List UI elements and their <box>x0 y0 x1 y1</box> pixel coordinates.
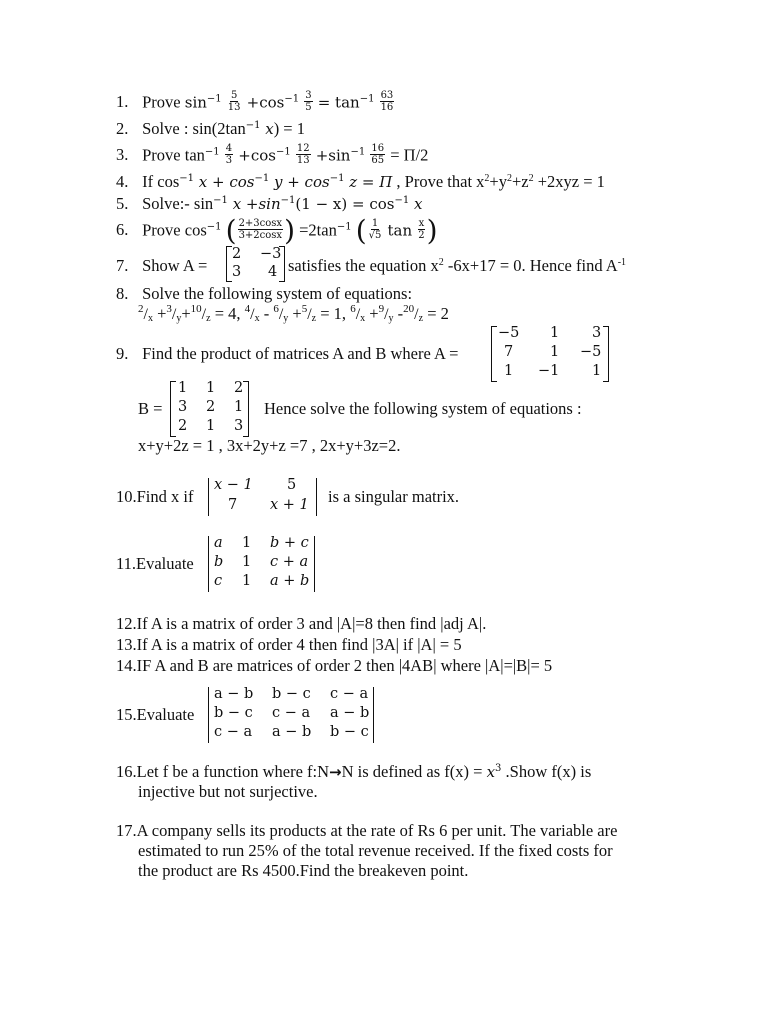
question-9-system: x+y+2z = 1 , 3x+2y+z =7 , 2x+y+3z=2. <box>138 436 401 455</box>
question-3: 3. Prove $\tan^{-1}$ $\frac{4}{3}$ $+\cos^{-1}$ $\frac{12}{13}$ $+\sin^{-1}$ $\frac{16}{65}$ = Π/2 <box>116 143 429 166</box>
question-9: 9. Find the product of matrices A and B where A = <box>116 344 459 363</box>
matrix-b-label: B = <box>138 399 163 418</box>
determinant-q10: x − 1 5 7 x + 1 <box>214 477 309 513</box>
det-bar-left <box>208 687 209 743</box>
question-17-line2: estimated to run 25% of the total revenue received. If the fixed costs for <box>138 841 613 860</box>
question-10: 10.Find x if <box>116 487 194 506</box>
matrix-a-q9: −5 1 3 7 1 −5 1 −1 1 <box>498 325 602 379</box>
question-5: 5. Solve:- $\sin^{-1} x +\sin^{-1}(1 - x) = \cos^{-1} x$ <box>116 194 423 213</box>
question-17-line3: the product are Rs 4500.Find the breakeven point. <box>138 861 469 880</box>
question-7-tail: satisfies the equation $x^2$ -6x+17 = 0. Hence find $A^{-1}$ <box>288 256 627 275</box>
question-12: 12.If A is a matrix of order 3 and |A|=8 then find |adj A|. <box>116 614 487 633</box>
det-bar-left <box>208 478 209 516</box>
question-11: 11.Evaluate <box>116 554 194 573</box>
question-4: 4. If $\cos^{-1} x + \cos^{-1} y + \cos^{-1} z = \Pi$ , Prove that $x^2+y^2+z^2 +2xyz = 1$ <box>116 172 605 191</box>
question-6: 6. Prove $\cos^{-1}$ ( $\frac{2+3\cos x}{3+2\cos x}$ ) $=2\tan^{-1}$ ( $\frac{1}{√5}$ tan $\frac{x}{2}$ ) <box>116 213 438 247</box>
question-1: 1. Prove $\sin^{-1}$ $\frac{5}{13}$ $+\cos^{-1}$ $\frac{3}{5}$ = $\tan^{-1}$ $\frac{63}{16}$ <box>116 90 394 113</box>
arrow-icon: → <box>329 763 342 781</box>
question-2: 2. Solve : $\sin(2\tan^{-1}$ x) = 1 <box>116 119 305 138</box>
question-16: 16.Let f be a function where f:N→N is defined as $f(x) = x^3$ .Show f(x) is <box>116 762 592 781</box>
question-8: 8. Solve the following system of equations: <box>116 284 413 303</box>
det-bar-left <box>208 536 209 592</box>
question-16-line2: injective but not surjective. <box>138 782 318 801</box>
question-14: 14.IF A and B are matrices of order 2 then |4AB| where |A|=|B|= 5 <box>116 656 553 675</box>
question-13: 13.If A is a matrix of order 4 then find |3A| if |A| = 5 <box>116 635 462 654</box>
question-8-equations: $^2/_x +^3/_y+^{10}/_z = 4$, $^4/_x - ^6/_y +^5/_z = 1$, $^6/_x +^9/_y$ $-^{20}/_z = 2$ <box>138 303 449 324</box>
question-15: 15.Evaluate <box>116 705 195 724</box>
determinant-q15: a − b b − c c − a b − c c − a a − b c − a a − b b − c <box>214 686 370 740</box>
det-bar-right <box>373 687 374 743</box>
matrix-a-q7: 2 −3 3 4 <box>232 246 282 280</box>
det-bar-right <box>316 478 317 516</box>
det-bar-right <box>314 536 315 592</box>
question-9-hence: Hence solve the following system of equations : <box>264 399 582 418</box>
question-17: 17.A company sells its products at the rate of Rs 6 per unit. The variable are <box>116 821 618 840</box>
matrix-b-q9: 1 1 2 3 2 1 2 1 3 <box>178 380 244 434</box>
question-7: 7. Show A = <box>116 256 208 275</box>
question-10-tail: is a singular matrix. <box>328 487 460 506</box>
matrix-a-bracket-right <box>603 326 609 382</box>
matrix-bracket-right <box>279 246 285 282</box>
matrix-b-bracket-right <box>243 381 249 437</box>
determinant-q11: a 1 b + c b 1 c + a c 1 a + b <box>214 535 310 589</box>
